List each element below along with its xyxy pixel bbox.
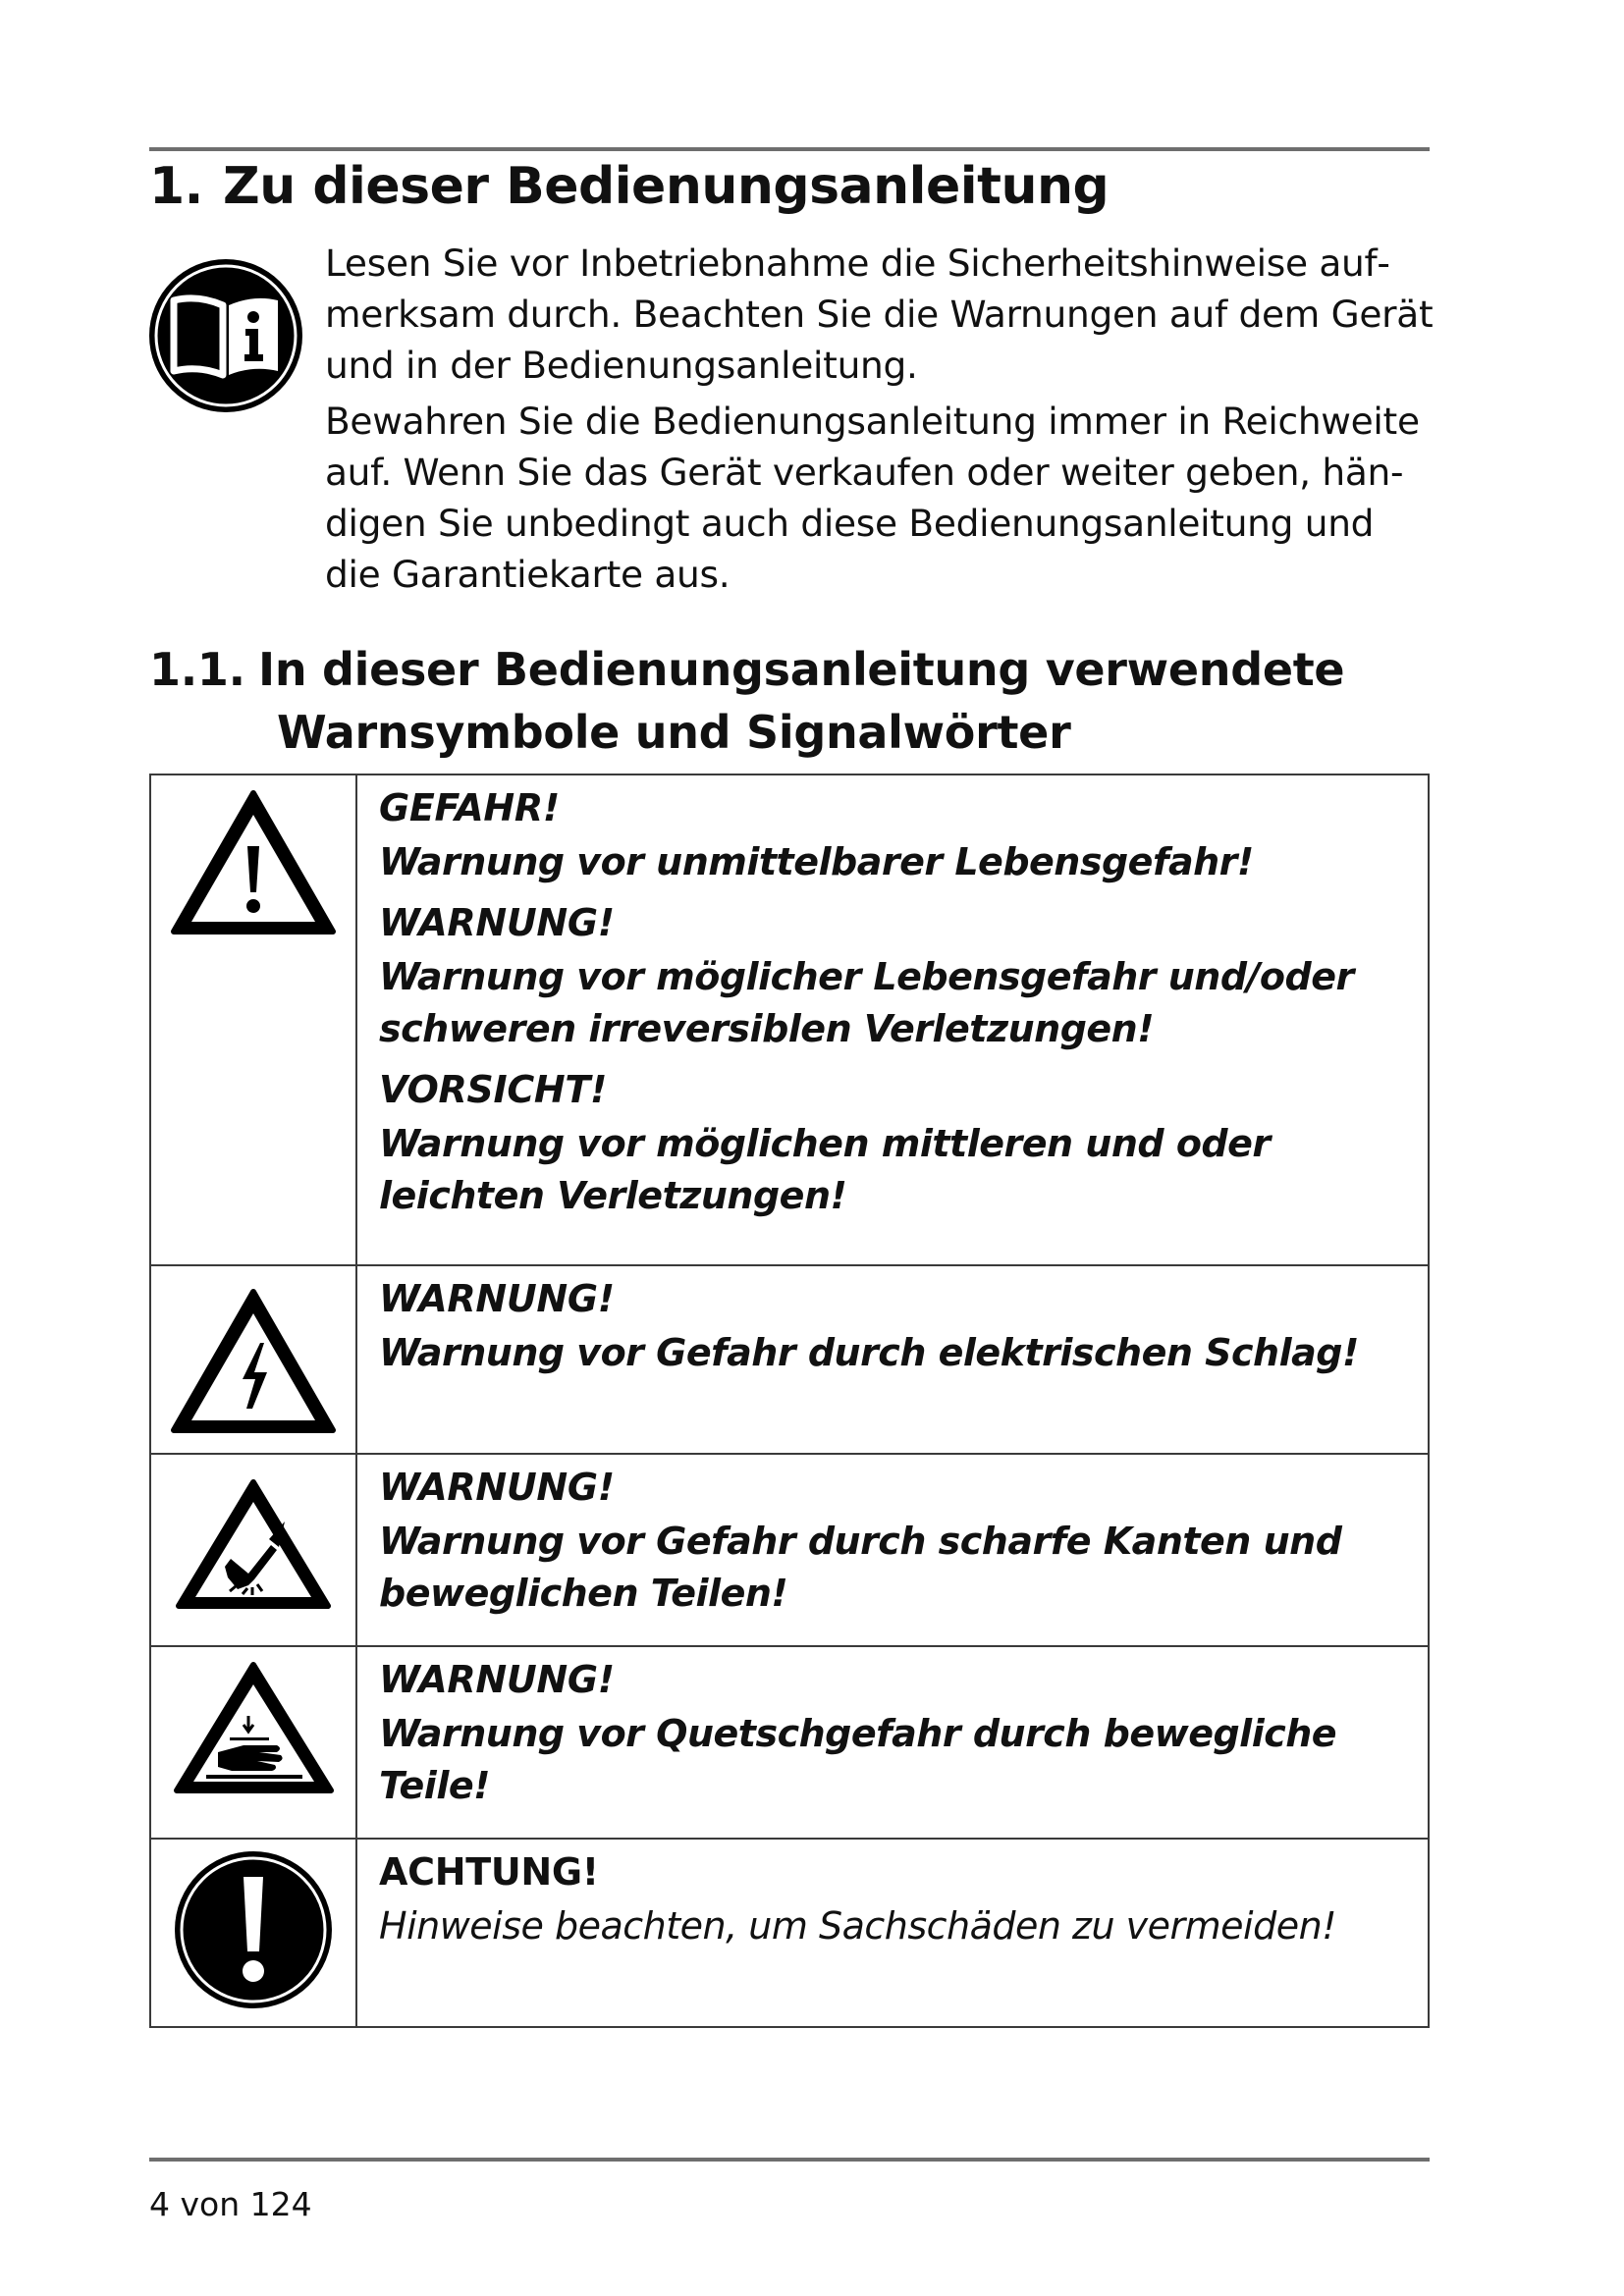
table-row xyxy=(150,1839,1429,2027)
warning-symbols-table xyxy=(149,774,1430,2028)
intro-paragraph-1: Lesen Sie vor Inbetriebnahme die Sicherheitshinweise aufmerksam durch. Beachten Sie die Warnungen auf dem Gerät und in der Bedienungsanleitung. xyxy=(325,241,1434,387)
text-cell xyxy=(356,774,1429,1265)
text-cell xyxy=(356,1454,1429,1646)
section-title: Zu dieser Bedienungsanleitung xyxy=(223,157,1110,216)
text-cell xyxy=(356,1646,1429,1839)
symbol-cell xyxy=(150,1265,356,1454)
text-cell xyxy=(356,1265,1429,1454)
section-number: 1. xyxy=(149,157,203,216)
crush-hazard-triangle-icon xyxy=(173,1661,335,1796)
intro-text xyxy=(325,238,1435,605)
top-rule xyxy=(149,147,1430,151)
subsection-title-line2: Warnsymbole und Signalwörter xyxy=(277,706,1071,759)
section-heading xyxy=(149,157,1109,216)
symbol-cell xyxy=(150,1839,356,2027)
signal-word: VORSICHT! xyxy=(379,1068,608,1111)
warning-text: Warnung vor Quetschgefahr durch bewegliche Teile! xyxy=(379,1712,1337,1807)
signal-word: WARNUNG! xyxy=(379,1658,615,1701)
symbol-cell xyxy=(150,1646,356,1839)
symbol-cell xyxy=(150,1454,356,1646)
table-row xyxy=(150,1646,1429,1839)
sharp-edges-triangle-icon xyxy=(175,1478,332,1612)
table-row xyxy=(150,1265,1429,1454)
signal-word: WARNUNG! xyxy=(379,1277,615,1320)
warning-text: Warnung vor möglichen mittleren und oder leichten Verletzungen! xyxy=(379,1122,1271,1217)
signal-word: WARNUNG! xyxy=(379,1466,615,1509)
text-cell xyxy=(356,1839,1429,2027)
attention-circle-icon xyxy=(173,1849,334,2010)
notice-text: Hinweise beachten, um Sachschäden zu vermeiden! xyxy=(379,1904,1336,1948)
warning-text: Warnung vor Gefahr durch elektrischen Schlag! xyxy=(379,1331,1359,1374)
bottom-rule xyxy=(149,2158,1430,2162)
manual-info-icon xyxy=(147,257,304,414)
table-row xyxy=(150,774,1429,1265)
electric-shock-triangle-icon xyxy=(170,1288,337,1437)
page-number: 4 von 124 xyxy=(149,2185,312,2223)
warning-text: Warnung vor unmittelbarer Lebensgefahr! xyxy=(379,840,1254,883)
signal-word: WARNUNG! xyxy=(379,901,615,944)
warning-triangle-exclamation-icon xyxy=(170,789,337,938)
signal-word: GEFAHR! xyxy=(379,786,560,829)
warning-text: Warnung vor möglicher Lebensgefahr und/oder schweren irreversiblen Verletzungen! xyxy=(379,955,1354,1050)
symbol-cell xyxy=(150,774,356,1265)
warning-text: Warnung vor Gefahr durch scharfe Kanten und beweglichen Teilen! xyxy=(379,1520,1342,1615)
signal-word: ACHTUNG! xyxy=(379,1850,599,1894)
subsection-number: 1.1. xyxy=(149,643,245,696)
subsection-heading xyxy=(149,638,1344,764)
table-row xyxy=(150,1454,1429,1646)
intro-paragraph-2: Bewahren Sie die Bedienungsanleitung immer in Reichweite auf. Wenn Sie das Gerät verkaufen oder weiter geben, händigen Sie unbedingt auch diese Bedienungsanleitung und die Garantiekarte aus. xyxy=(325,400,1420,596)
subsection-title-line1: In dieser Bedienungsanleitung verwendete xyxy=(258,643,1345,696)
